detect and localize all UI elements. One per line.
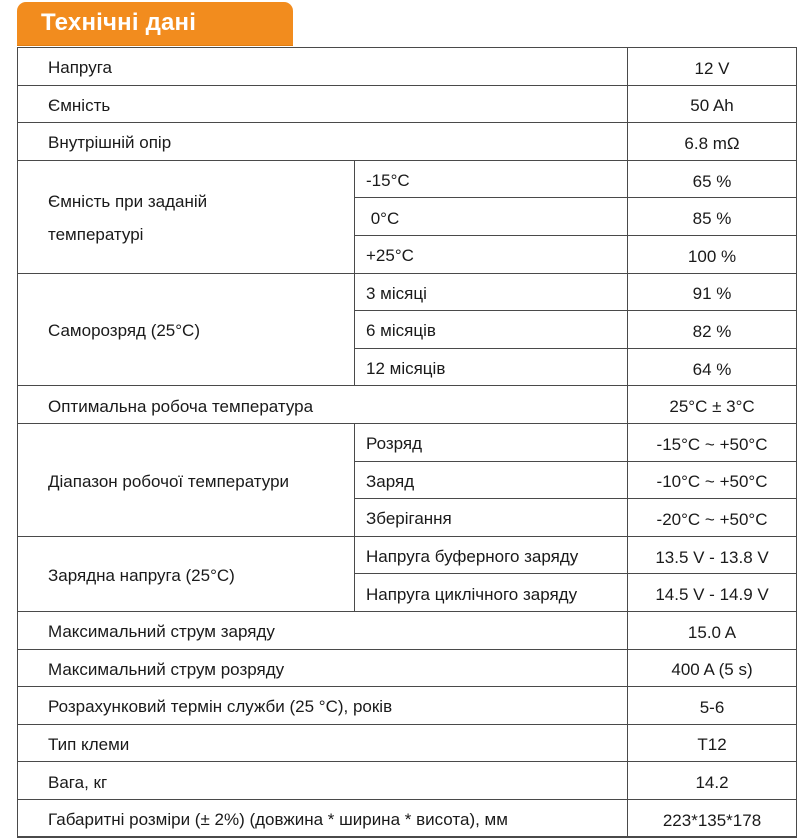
spec-value: -10°C ~ +50°C	[628, 461, 797, 499]
table-row	[18, 160, 797, 198]
table-row	[18, 762, 797, 800]
spec-condition: 3 місяці	[355, 273, 628, 311]
spec-condition: -15°C	[355, 160, 628, 198]
table-row	[18, 386, 797, 424]
table-row	[18, 423, 797, 461]
spec-label-optimal-temp: Оптимальна робоча температура	[18, 386, 628, 424]
spec-value-optimal-temp: 25°C ± 3°C	[628, 386, 797, 424]
table-row	[18, 649, 797, 687]
spec-value: -15°C ~ +50°C	[628, 423, 797, 461]
spec-value: 85 %	[628, 198, 797, 236]
spec-value-max-charge-current: 15.0 A	[628, 611, 797, 649]
spec-value: -20°C ~ +50°C	[628, 499, 797, 537]
table-row	[18, 687, 797, 725]
spec-label-temp-capacity-line1: Ємність при заданій	[48, 192, 208, 212]
spec-condition: Зберігання	[355, 499, 628, 537]
spec-value-weight: 14.2	[628, 762, 797, 800]
spec-value: 13.5 V - 13.8 V	[628, 536, 797, 574]
table-row	[18, 799, 797, 837]
spec-label-service-life: Розрахунковий термін служби (25 °C), років	[18, 687, 628, 725]
spec-label-temp-capacity	[18, 160, 355, 273]
spec-label-internal-resistance: Внутрішній опір	[18, 123, 628, 161]
section-header-tab	[17, 2, 293, 46]
spec-label-max-discharge-current: Максимальний струм розряду	[18, 649, 628, 687]
spec-condition: +25°C	[355, 235, 628, 273]
spec-label-self-discharge: Саморозряд (25°C)	[18, 273, 355, 386]
spec-label-voltage: Напруга	[18, 48, 628, 86]
table-row	[18, 85, 797, 123]
spec-condition: Розряд	[355, 423, 628, 461]
spec-value-dimensions: 223*135*178	[628, 799, 797, 837]
table-row	[18, 536, 797, 574]
spec-label-max-charge-current: Максимальний струм заряду	[18, 611, 628, 649]
spec-condition: Напруга циклічного заряду	[355, 574, 628, 612]
table-row	[18, 611, 797, 649]
spec-label-charge-voltage: Зарядна напруга (25°C)	[18, 536, 355, 611]
spec-label-temp-capacity-line2: температурі	[48, 225, 144, 245]
spec-condition: 6 місяців	[355, 311, 628, 349]
table-row	[18, 273, 797, 311]
spec-value: 100 %	[628, 235, 797, 273]
spec-value-terminal: T12	[628, 724, 797, 762]
spec-label-operating-range: Діапазон робочої температури	[18, 423, 355, 536]
spec-value: 82 %	[628, 311, 797, 349]
spec-value-voltage: 12 V	[628, 48, 797, 86]
spec-label-weight: Вага, кг	[18, 762, 628, 800]
spec-label-dimensions: Габаритні розміри (± 2%) (довжина * ширина * висота), мм	[18, 799, 628, 837]
spec-value: 64 %	[628, 348, 797, 386]
spec-condition: Заряд	[355, 461, 628, 499]
table-row	[18, 123, 797, 161]
spec-label-capacity: Ємність	[18, 85, 628, 123]
specs-table	[17, 47, 797, 838]
section-title: Технічні дані	[41, 9, 197, 36]
spec-value: 91 %	[628, 273, 797, 311]
spec-value-service-life: 5-6	[628, 687, 797, 725]
table-row	[18, 48, 797, 86]
spec-value: 65 %	[628, 160, 797, 198]
spec-label-terminal: Тип клеми	[18, 724, 628, 762]
spec-value-capacity: 50 Ah	[628, 85, 797, 123]
spec-value-max-discharge-current: 400 A (5 s)	[628, 649, 797, 687]
spec-condition: 12 місяців	[355, 348, 628, 386]
spec-condition: Напруга буферного заряду	[355, 536, 628, 574]
spec-condition: 0°C	[355, 198, 628, 236]
spec-value: 14.5 V - 14.9 V	[628, 574, 797, 612]
spec-value-internal-resistance: 6.8 mΩ	[628, 123, 797, 161]
